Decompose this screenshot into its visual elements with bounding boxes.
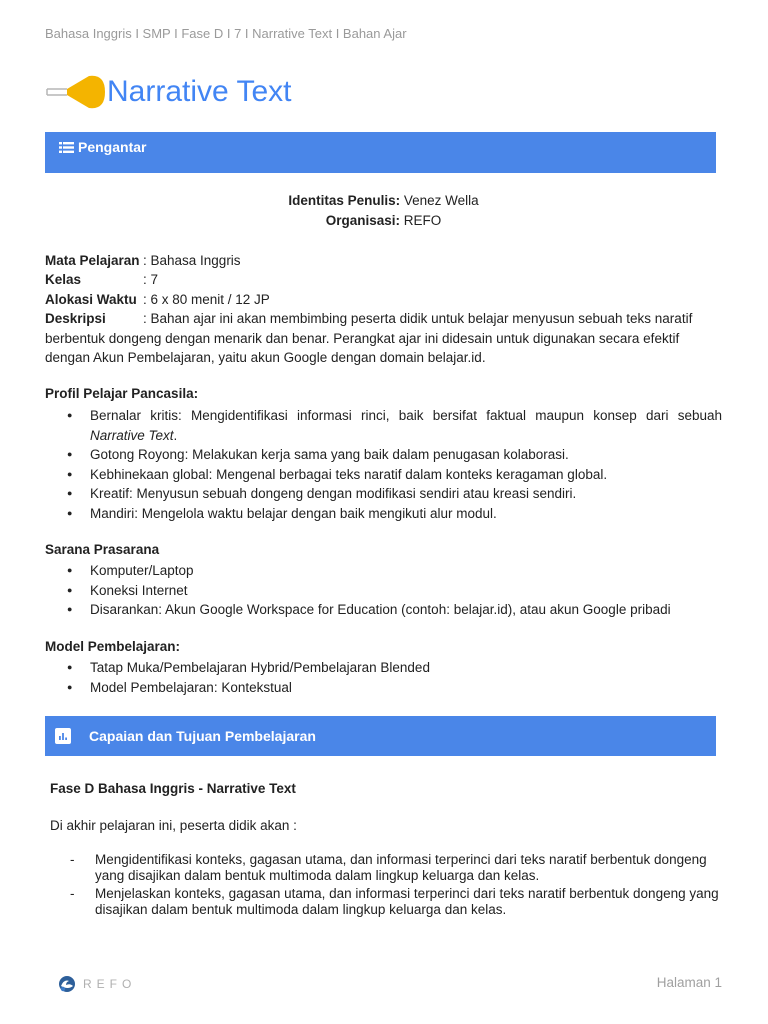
class-field <box>45 270 722 290</box>
organization-line <box>45 213 722 228</box>
description-label: Deskripsi <box>45 311 106 326</box>
profile-item-1-italic: Narrative Text <box>90 427 174 443</box>
list-item: ● Kebhinekaan global: Mengenal berbagai teks naratif dalam konteks keragaman global. <box>45 465 722 485</box>
page-number: Halaman 1 <box>656 975 722 990</box>
time-allocation-field <box>45 290 722 310</box>
list-item: - Menjelaskan konteks, gagasan utama, dan informasi terperinci dari teks naratif berbentuk dongeng yang disajikan dalam bentuk multimoda dalam lingkup keluarga dan kelas. <box>70 886 725 918</box>
running-head: Bahasa Inggris I SMP I Fase D I 7 I Narrative Text I Bahan Ajar <box>45 26 407 41</box>
objectives-intro: Di akhir pelajaran ini, peserta didik akan : <box>50 818 297 833</box>
list-item: ● Komputer/Laptop <box>45 561 722 581</box>
bar-chart-icon <box>55 728 71 744</box>
profile-item-1-text: ● Bernalar kritis: Mengidentifikasi informasi rinci, baik bersifat faktual maupun konsep dari sebuah <box>90 408 722 423</box>
list-item <box>45 406 722 445</box>
section-heading: Capaian dan Tujuan Pembelajaran <box>89 728 316 744</box>
footer-logo <box>57 975 136 993</box>
refo-logo-icon <box>57 975 77 993</box>
list-item: ● Kreatif: Menyusun sebuah dongeng dengan modifikasi sendiri atau kreasi sendiri. <box>45 484 722 504</box>
megaphone-icon <box>45 70 109 114</box>
profile-list <box>45 406 722 523</box>
learning-model-heading: Model Pembelajaran: <box>45 639 181 654</box>
subject-field <box>45 251 722 271</box>
objectives-list <box>70 852 725 920</box>
subject-value: : Bahasa Inggris <box>143 253 241 268</box>
list-item: ● Tatap Muka/Pembelajaran Hybrid/Pembelajaran Blended <box>45 658 722 678</box>
organization-value: REFO <box>400 213 442 228</box>
author-value: Venez Wella <box>400 193 479 208</box>
class-label: Kelas <box>45 272 82 287</box>
time-allocation-label: Alokasi Waktu <box>45 292 137 307</box>
page-title: Narrative Text <box>107 75 292 108</box>
list-item: ● Mandiri: Mengelola waktu belajar dengan baik mengikuti alur modul. <box>45 504 722 524</box>
list-item: ● Gotong Royong: Melakukan kerja sama yang baik dalam penugasan kolaborasi. <box>45 445 722 465</box>
learning-model-list <box>45 658 722 697</box>
subject-label: Mata Pelajaran <box>45 253 140 268</box>
class-value: : 7 <box>143 272 159 287</box>
author-label: Identitas Penulis: <box>288 193 401 208</box>
list-item: ● Model Pembelajaran: Kontekstual <box>45 678 722 698</box>
list-item: - Mengidentifikasi konteks, gagasan utama, dan informasi terperinci dari teks naratif berbentuk dongeng yang disajikan dalam bentuk multimoda dalam lingkup keluarga dan kelas. <box>70 852 725 884</box>
facilities-list <box>45 561 722 620</box>
facilities-heading: Sarana Prasarana <box>45 542 160 557</box>
author-line <box>45 193 722 208</box>
document-title <box>45 70 292 114</box>
list-item: ● Disarankan: Akun Google Workspace for Education (contoh: belajar.id), atau akun Google pribadi <box>45 600 722 620</box>
phase-subheading: Fase D Bahasa Inggris - Narrative Text <box>50 781 296 796</box>
profile-heading: Profil Pelajar Pancasila: <box>45 386 199 401</box>
description-field <box>45 309 722 368</box>
list-icon <box>59 140 74 155</box>
footer-logo-text: REFO <box>83 977 137 991</box>
profile-item-1-end: . <box>173 427 178 443</box>
list-item: ● Koneksi Internet <box>45 581 722 601</box>
section-header-capaian <box>45 716 716 756</box>
time-allocation-value: : 6 x 80 menit / 12 JP <box>143 292 270 307</box>
section-header-pengantar <box>45 132 716 173</box>
description-value: : Bahan ajar ini akan membimbing peserta didik untuk belajar menyusun sebuah teks naratif berbentuk dongeng dengan menarik dan benar. Perangkat ajar ini didesain untuk digunakan secara efektif dengan Akun Pembelajaran, yaitu akun Google dengan domain belajar.id. <box>45 311 693 365</box>
section-heading: Pengantar <box>78 138 147 155</box>
organization-label: Organisasi: <box>325 213 400 228</box>
